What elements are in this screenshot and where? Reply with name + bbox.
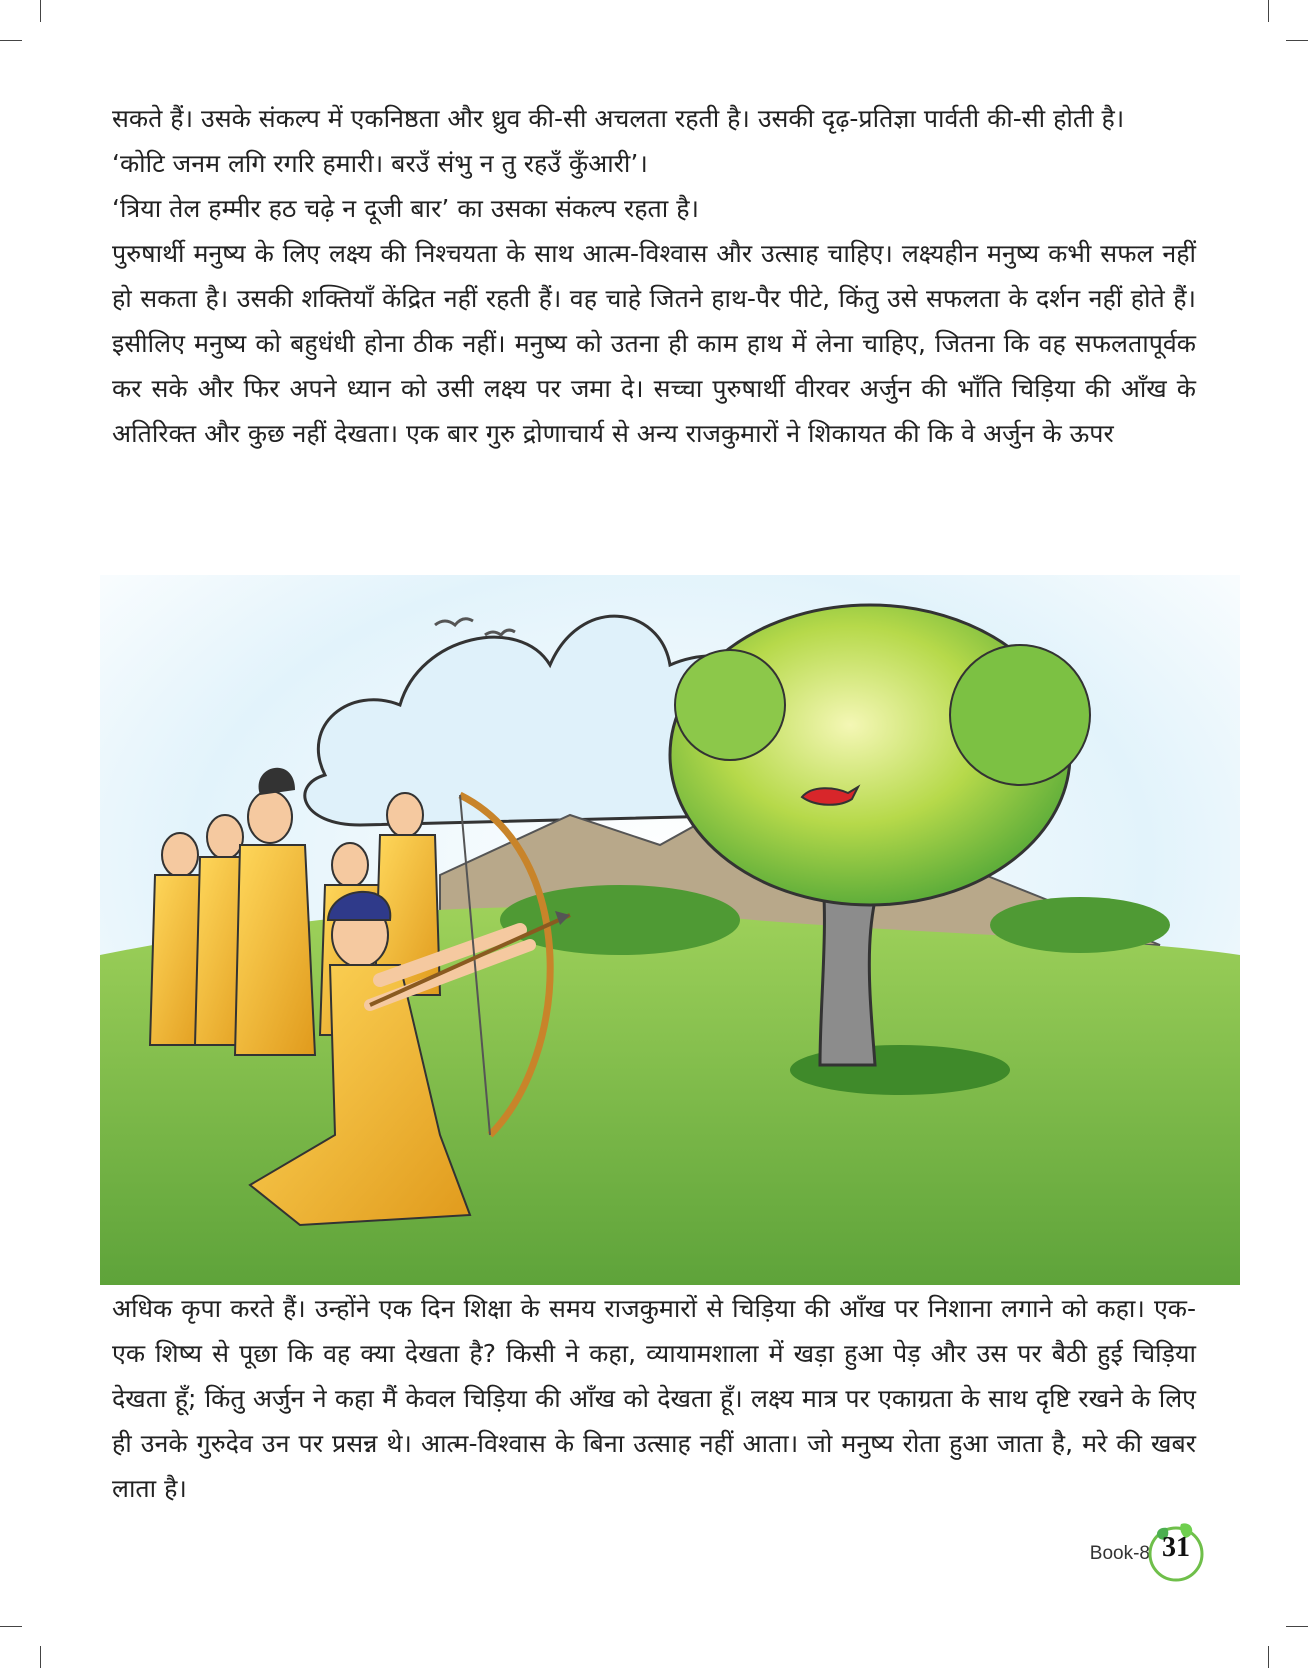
crop-mark [1286, 40, 1308, 41]
body-text-top [112, 96, 1196, 456]
paragraph: अधिक कृपा करते हैं। उन्होंने एक दिन शिक्षा के समय राजकुमारों से चिड़िया की आँख पर निशाना लगाने को कहा। एक-एक शिष्य से पूछा कि वह क्या देखता है? किसी ने कहा, व्यायामशाला में खड़ा हुआ पेड़ और उस पर बैठी हुई चिड़िया देखता हूँ; किंतु अर्जुन ने कहा मैं केवल चिड़िया की आँख को देखता हूँ। लक्ष्य मात्र पर एकाग्रता के साथ दृष्टि रखने के लिए ही उनके गुरुदेव उन पर प्रसन्न थे। आत्म-विश्वास के बिना उत्साह नहीं आता। जो मनुष्य रोता हुआ जाता है, मरे की खबर लाता है। [112, 1294, 1196, 1503]
paragraph: पुरुषार्थी मनुष्य के लिए लक्ष्य की निश्चयता के साथ आत्म-विश्वास और उत्साह चाहिए। लक्ष्यहीन मनुष्य कभी सफल नहीं हो सकता है। उसकी शक्तियाँ केंद्रित नहीं रहती हैं। वह चाहे जितने हाथ-पैर पीटे, किंतु उसे सफलता के दर्शन नहीं होते हैं। इसीलिए मनुष्य को बहुधंधी होना ठीक नहीं। मनुष्य को उतना ही काम हाथ में लेना चाहिए, जितना कि वह सफलतापूर्वक कर सके और फिर अपने ध्यान को उसी लक्ष्य पर जमा दे। सच्चा पुरुषार्थी वीरवर अर्जुन की भाँति चिड़िया की आँख के अतिरिक्त और कुछ नहीं देखता। एक बार गुरु द्रोणाचार्य से अन्य राजकुमारों ने शिकायत की कि वे अर्जुन के ऊपर [112, 239, 1196, 448]
tree-foliage [675, 650, 785, 760]
crop-mark [40, 1646, 41, 1668]
paragraph: सकते हैं। उसके संकल्प में एकनिष्ठता और ध्रुव की-सी अचलता रहती है। उसकी दृढ़-प्रतिज्ञा पार्वती की-सी होती है। [112, 104, 1125, 133]
bush [500, 885, 740, 955]
crop-mark [1268, 0, 1269, 22]
arjuna-archery-illustration [100, 575, 1240, 1285]
crop-mark [1286, 1626, 1308, 1627]
verse-quote: ‘त्रिया तेल हम्मीर हठ चढ़े न दूजी बार’ का उसका संकल्प रहता है। [112, 194, 699, 223]
page-number: 31 [1162, 1532, 1190, 1563]
crop-mark [1268, 1646, 1269, 1668]
crop-mark [40, 0, 41, 22]
crop-mark [0, 40, 22, 41]
book-label: Book-8 [1089, 1543, 1150, 1564]
verse-quote: ‘कोटि जनम लगि रगरि हमारी। बरउँ संभु न तु रहउँ कुँआरी’। [112, 149, 648, 178]
tree-foliage [950, 645, 1090, 785]
crop-mark [0, 1626, 22, 1627]
bush [990, 897, 1170, 953]
body-text-bottom [112, 1286, 1196, 1511]
